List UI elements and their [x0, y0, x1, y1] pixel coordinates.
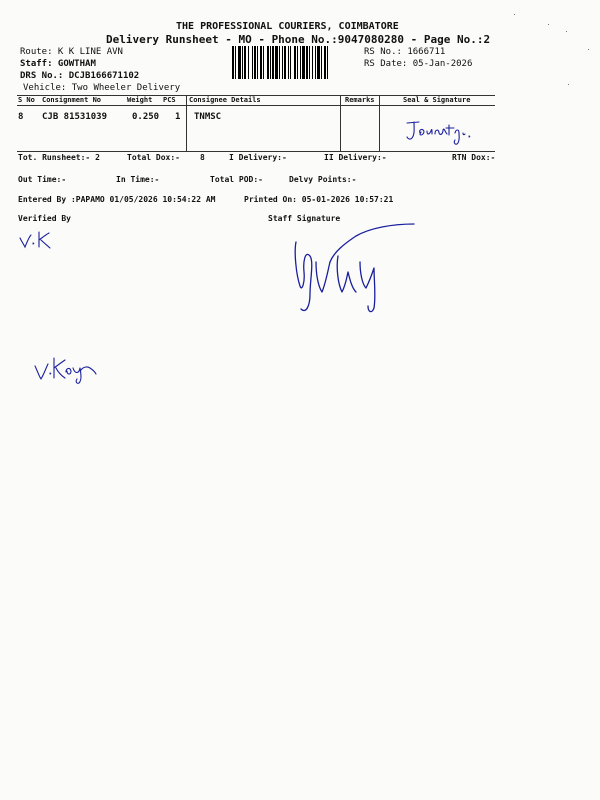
printed-on: Printed On: 05-01-2026 10:57:21 — [244, 195, 394, 204]
delivery-signature — [405, 117, 489, 147]
header-pcs: PCS — [163, 96, 176, 104]
row-weight: 0.250 — [132, 112, 160, 122]
header-weight: Weight — [127, 96, 153, 104]
barcode-bar — [272, 46, 274, 79]
route-label: Route: K K LINE AVN — [20, 47, 123, 57]
header-remarks: Remarks — [345, 96, 375, 104]
barcode-bar — [244, 46, 246, 79]
barcode-bar — [282, 46, 283, 79]
rtn-dox: RTN Dox:- — [452, 153, 496, 162]
out-time: Out Time:- — [18, 175, 67, 184]
col-divider-remarks — [340, 95, 341, 151]
row-consignee: TNMSC — [194, 112, 222, 122]
barcode-bar — [312, 46, 313, 79]
barcode-image — [232, 46, 360, 79]
scan-speck — [566, 31, 567, 32]
in-time: In Time:- — [116, 175, 160, 184]
barcode-bar — [242, 46, 243, 79]
barcode-bar — [315, 46, 316, 79]
barcode-bar — [248, 46, 249, 79]
barcode-bar — [235, 46, 236, 79]
scan-speck — [548, 24, 549, 25]
scan-speck — [588, 49, 589, 50]
row-sno: 8 — [18, 112, 24, 122]
rs-number: RS No.: 1666711 — [364, 47, 446, 57]
total-dox-value: 8 — [200, 153, 205, 162]
barcode-bar — [232, 46, 234, 79]
table-header-border — [17, 105, 495, 106]
barcode-bar — [327, 46, 328, 79]
barcode-bar — [297, 46, 298, 79]
barcode-bar — [263, 46, 264, 79]
barcode-bar — [300, 46, 301, 79]
header-consignment: Consignment No — [42, 96, 102, 104]
scan-speck — [568, 84, 569, 85]
runsheet-table — [17, 95, 495, 151]
verified-by-label: Verified By — [18, 214, 71, 223]
barcode-bar — [252, 46, 253, 79]
barcode-bar — [257, 46, 258, 79]
header-seal: Seal & Signature — [403, 96, 471, 104]
row-consignment: CJB 81531039 — [42, 112, 108, 122]
entered-by: Entered By :PAPAMO 01/05/2026 10:54:22 AM — [18, 195, 216, 204]
drs-number: DRS No.: DCJB166671102 — [20, 71, 140, 81]
verified-initials — [18, 228, 60, 252]
barcode-bar — [275, 46, 278, 79]
table-bottom-border — [17, 151, 495, 152]
barcode-bar — [270, 46, 271, 79]
header-sno: S No — [18, 96, 35, 104]
company-name: THE PROFESSIONAL COURIERS, COIMBATORE — [176, 21, 399, 32]
barcode-bar — [260, 46, 262, 79]
barcode-bar — [324, 46, 326, 79]
total-dox-label: Total Dox:- — [127, 153, 180, 162]
barcode-bar — [294, 46, 296, 79]
delvy-points: Delvy Points:- — [289, 175, 357, 184]
i-delivery: I Delivery:- — [229, 153, 287, 162]
col-divider-consignee — [186, 95, 187, 151]
tot-runsheet: Tot. Runsheet:- 2 — [18, 153, 100, 162]
col-divider-seal — [379, 95, 380, 151]
rs-date: RS Date: 05-Jan-2026 — [364, 59, 473, 69]
barcode-bar — [321, 46, 322, 79]
barcode-bar — [254, 46, 256, 79]
barcode-bar — [284, 46, 286, 79]
total-pod: Total POD:- — [210, 175, 263, 184]
barcode-bar — [309, 46, 310, 79]
row-pcs: 1 — [175, 112, 181, 122]
barcode-bar — [279, 46, 280, 79]
vehicle-label: Vehicle: Two Wheeler Delivery — [23, 83, 181, 93]
barcode-bar — [302, 46, 305, 79]
barcode-bar — [306, 46, 308, 79]
staff-label: Staff: GOWTHAM — [20, 59, 96, 69]
runsheet-title: Delivery Runsheet - MO - Phone No.:9047080280 - Page No.:2 — [106, 33, 491, 46]
barcode-bar — [290, 46, 291, 79]
barcode-bar — [238, 46, 241, 79]
barcode-bar — [317, 46, 320, 79]
header-consignee: Consignee Details — [189, 96, 261, 104]
handwritten-note — [32, 352, 98, 384]
scan-speck — [514, 14, 515, 15]
barcode-bar — [267, 46, 269, 79]
barcode-bar — [288, 46, 289, 79]
staff-signature — [290, 222, 418, 318]
staff-signature-label: Staff Signature — [268, 214, 341, 223]
ii-delivery: II Delivery:- — [324, 153, 387, 162]
